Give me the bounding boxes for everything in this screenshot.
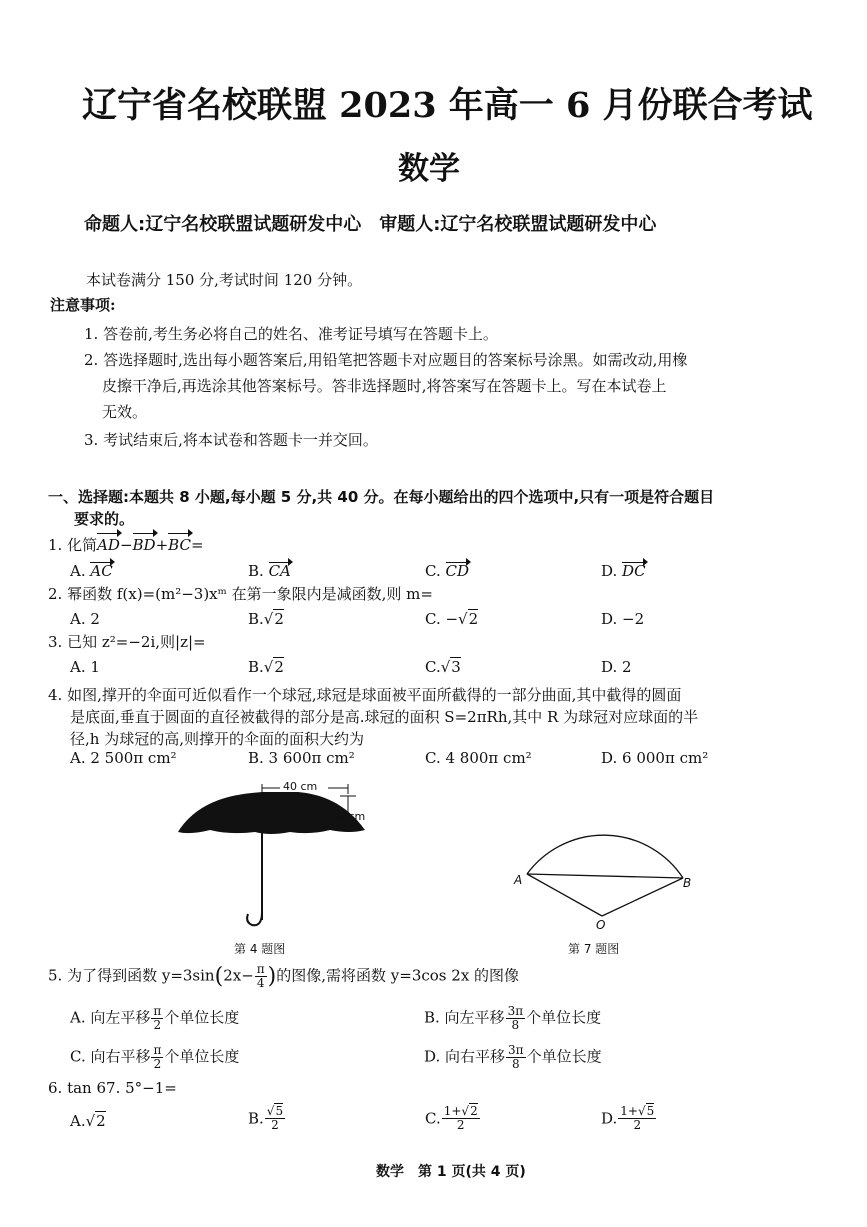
figure-7-caption: 第 7 题图 [568, 942, 620, 956]
q1-option-b: B. CA [248, 562, 291, 580]
arc-ab [527, 835, 683, 878]
note-2-line-3: 无效。 [102, 403, 148, 421]
point-a-label: A [514, 873, 523, 887]
point-b-label: B [683, 876, 692, 890]
q5-stem-suffix: 的图像,需将函数 y=3cos 2x 的图像 [276, 966, 520, 985]
umbrella-figure [170, 772, 380, 932]
umbrella-height-label: 30 cm [331, 810, 366, 823]
note-1: 1. 答卷前,考生务必将自己的姓名、准考证号填写在答题卡上。 [84, 325, 498, 343]
note-2-line-2: 皮擦干净后,再选涂其他答案标号。答非选择题时,将答案写在答题卡上。写在本试卷上 [102, 377, 667, 395]
plus-sign: + [155, 536, 169, 554]
note-2-line-1: 2. 答选择题时,选出每小题答案后,用铅笔把答题卡对应题目的答案标号涂黑。如需改动,用橡 [84, 351, 688, 369]
vector-bd: BD [133, 533, 156, 558]
q4-option-a: A. 2 500π cm² [70, 749, 177, 767]
point-o-label: O [596, 918, 606, 932]
exam-title: 辽宁省名校联盟 2023 年高一 6 月份联合考试 [82, 85, 813, 126]
q4-option-c: C. 4 800π cm² [425, 749, 532, 767]
q6-option-a: A.√2 [70, 1112, 106, 1130]
q6-option-d: D. $\frac{1+√5}{2}$ [601, 1104, 655, 1132]
q5-option-d: D. 向右平移 $\frac{3\pi}{8}$ 个单位长度 [424, 1043, 602, 1071]
radius-oa [527, 874, 602, 916]
vector-ad: AD [97, 533, 120, 558]
radius-ob [602, 878, 683, 916]
question-4-line-3: 径,h 为球冠的高,则撑开的伞面的面积大约为 [70, 730, 364, 748]
question-4-line-1: 4. 如图,撑开的伞面可近似看作一个球冠,球冠是球面被平面所截得的一部分曲面,其中截得的圆面 [48, 686, 682, 704]
section-heading-line-1: 一、选择题:本题共 8 小题,每小题 5 分,共 40 分。在每小题给出的四个选项中,只有一项是符合题目 [48, 488, 715, 506]
q1-option-a: A. AC [70, 562, 113, 580]
q2-option-c: C. −√2 [425, 610, 479, 628]
subject-title: 数学 [398, 151, 460, 187]
minus-sign: − [119, 536, 133, 554]
equals-sign: = [190, 536, 204, 554]
q3-option-a: A. 1 [70, 658, 100, 676]
q3-option-b: B.√2 [248, 658, 284, 676]
q2-option-b: B.√2 [248, 610, 284, 628]
q5-stem-prefix: 5. 为了得到函数 y=3sin [48, 966, 215, 985]
question-2-stem: 2. 幂函数 f(x)=(m²−3)xᵐ 在第一象限内是减函数,则 m= [48, 585, 433, 603]
section-heading-line-2: 要求的。 [74, 510, 135, 528]
figure-4-caption: 第 4 题图 [234, 942, 286, 956]
vector-bc: BC [168, 533, 191, 558]
q1-prefix: 1. 化简 [48, 536, 98, 554]
q6-option-c: C. $\frac{1+√2}{2}$ [425, 1104, 478, 1132]
q4-option-d: D. 6 000π cm² [601, 749, 709, 767]
author-line: 命题人:辽宁名校联盟试题研发中心 审题人:辽宁名校联盟试题研发中心 [84, 214, 657, 235]
question-5-stem: 5. 为了得到函数 y=3sin(2x− $\frac{\pi}{4}$ )的图像,需将函数 y=3cos 2x 的图像 [48, 962, 520, 990]
q5-option-c: C. 向右平移 $\frac{\pi}{2}$ 个单位长度 [70, 1043, 240, 1071]
question-3-stem: 3. 已知 z²=−2i,则|z|= [48, 633, 206, 651]
chord-ab [527, 874, 683, 878]
q1-option-c: C. CD [425, 562, 470, 580]
q2-option-d: D. −2 [601, 610, 645, 628]
q3-option-d: D. 2 [601, 658, 632, 676]
q6-option-b: B. $\frac{√5}{2}$ [248, 1104, 284, 1132]
q5-option-a: A. 向左平移 $\frac{\pi}{2}$ 个单位长度 [70, 1004, 240, 1032]
note-3: 3. 考试结束后,将本试卷和答题卡一并交回。 [84, 431, 378, 449]
page-footer: 数学 第 1 页(共 4 页) [376, 1164, 526, 1180]
q1-option-d: D. DC [601, 562, 646, 580]
question-4-line-2: 是底面,垂直于圆面的直径被截得的部分是高.球冠的面积 S=2πRh,其中 R 为球冠对应球面的半 [70, 708, 699, 726]
q5-option-b: B. 向左平移 $\frac{3\pi}{8}$ 个单位长度 [424, 1004, 602, 1032]
q4-option-b: B. 3 600π cm² [248, 749, 355, 767]
pi-over-4-fraction: $\frac{\pi}{4}$ [256, 962, 265, 990]
question-6-stem: 6. tan 67. 5°−1= [48, 1079, 177, 1097]
exam-info: 本试卷满分 150 分,考试时间 120 分钟。 [86, 271, 363, 289]
umbrella-handle [247, 912, 262, 925]
q2-option-a: A. 2 [70, 610, 100, 628]
notes-title: 注意事项: [50, 296, 116, 314]
umbrella-width-label: 40 cm [283, 780, 318, 793]
q3-option-c: C.√3 [425, 658, 461, 676]
question-1-stem [48, 533, 204, 558]
